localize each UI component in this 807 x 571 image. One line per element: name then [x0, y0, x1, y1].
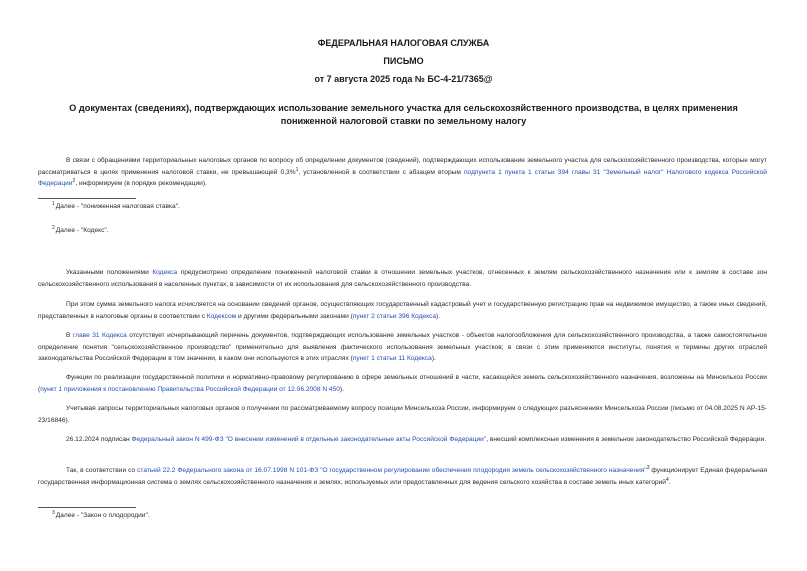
link-resolution-450[interactable]: пункт 1 приложения к постановлению Правительства Российской Федерации от 12.06.2008 N 450	[40, 385, 340, 393]
paragraph-article-22-2	[38, 465, 767, 488]
footnote-text: Далее - "Закон о плодородии".	[55, 512, 150, 519]
paragraph-provisions	[38, 267, 767, 290]
footnote-1	[52, 202, 180, 211]
paragraph-tax-calculation	[38, 299, 767, 322]
link-federal-law-499[interactable]: Федеральный закон N 499-ФЗ "О внесении изменений в отдельные законодательные акты Российской Федерации"	[131, 436, 487, 443]
text: , внесший комплексные изменения в земельное законодательство Российской Федерации.	[486, 436, 767, 443]
text: Так, в соответствии со	[66, 467, 138, 474]
paragraph-clarifications	[38, 403, 767, 426]
paragraph-intro	[38, 155, 767, 190]
link-kodeks[interactable]: Кодексом	[206, 312, 237, 320]
text: Функции по реализации государственной политики и нормативно-правовому регулированию в сфере земельных отношений в части, касающейся земель сельскохозяйственного назначения, возложены на Минсельхоз России (	[38, 374, 767, 393]
footnote-ref-1[interactable]: 1	[295, 166, 299, 173]
text: ).	[339, 385, 344, 393]
text: В связи с обращениями территориальных налоговых органов по вопросу об определении документов (сведений), подтверждающих использование земельного участка для сельскохозяйственного производства, которые могут рассматриваться в целях применения налоговой ставки, не превышающей 0,3%	[38, 157, 767, 176]
footnote-divider	[38, 198, 136, 199]
text: 26.12.2024 подписан	[66, 436, 132, 443]
footnote-ref-2[interactable]: 2	[72, 178, 76, 184]
footnote-2	[52, 226, 109, 235]
text: , установленной в соответствии с абзацем вторым	[298, 168, 464, 176]
footnote-text: Далее - "пониженная налоговая ставка".	[55, 203, 180, 210]
paragraph-chapter-31	[38, 330, 767, 365]
text: Указанными положениями	[66, 269, 153, 276]
text: отсутствует исчерпывающий перечень документов, подтверждающих использование земельных участков - объектов налогообложения для сельскохозяйственного производства, а также самостоятельное определение понятия "сельскохозяйственное производство" применительно для выявления фактического использования земельных участков; в связи с этим применяются институты, понятия и термины других отраслей законодательства Российской Федерации в том значении, в каком они используются в этих отраслях (	[38, 332, 767, 363]
text: ).	[431, 355, 436, 363]
text: Учитывая запросы территориальных налоговых органов о получении по рассматриваемому вопросу позиции Минсельхоза России, информируем о следующих разъяснениях Минсельхоза России (письмо от 04.08.2025 N АР-15-23/16846).	[38, 405, 767, 424]
paragraph-law-499	[38, 434, 767, 446]
link-chapter-31[interactable]: главе 31 Кодекса	[72, 332, 127, 339]
document-title: О документах (сведениях), подтверждающих использование земельного участка для сельскохозяйственного производства, в целях применения пониженной налоговой ставки по земельному налогу	[69, 103, 738, 126]
text: При этом сумма земельного налога исчисляется на основании сведений органов, осуществляющих государственный кадастровый учет и государственную регистрацию прав на недвижимое имущество, а также иных сведений, представленных в налоговые органы в соответствии с	[38, 301, 767, 320]
footnote-ref-3[interactable]: 3	[646, 464, 650, 471]
footnote-number: 3	[52, 509, 55, 516]
paragraph-minselkhoz-functions	[38, 372, 767, 395]
footnote-divider	[38, 507, 136, 508]
text: .	[668, 478, 671, 486]
footnote-text: Далее - "Кодекс".	[55, 227, 109, 234]
link-article-11[interactable]: пункт 1 статьи 11 Кодекса	[352, 355, 432, 363]
link-tax-code-article-394[interactable]: подпункта 1 пункта 1 статьи 394 главы 31 "Земельный налог" Налогового кодекса Российской Федерации	[38, 168, 767, 188]
text: В	[66, 332, 73, 339]
text: функционирует Единая федеральная государственная информационная система о землях сельскохозяйственного назначения и землях, используемых или предоставленных для ведения сельского хозяйства в составе земель иных категорий	[38, 467, 768, 486]
link-federal-law-101[interactable]: статьей 22.2 Федерального закона от 16.07.1998 N 101-ФЗ "О государственном регулировании обеспечения плодородия земель сельскохозяйственного назначения"	[137, 467, 647, 474]
text: и другими федеральными законами (	[236, 312, 353, 320]
text: , информируем (в порядке рекомендации).	[75, 180, 207, 188]
text: ).	[436, 312, 441, 320]
link-article-396[interactable]: пункт 2 статьи 396 Кодекса	[352, 312, 437, 320]
footnote-number: 1	[52, 200, 55, 207]
text: предусмотрено определение пониженной налоговой ставки в отношении земельных участков, отнесенных к землям сельскохозяйственного назначения или к землям в составе зон сельскохозяйственного использования в населенных пунктах, в зависимости от их использования для сельскохозяйственного производства.	[38, 269, 767, 288]
footnote-number: 2	[52, 224, 55, 231]
agency-name: ФЕДЕРАЛЬНАЯ НАЛОГОВАЯ СЛУЖБА	[317, 38, 490, 48]
document-date-number: от 7 августа 2025 года № БС-4-21/7365@	[314, 74, 493, 84]
footnote-ref-4[interactable]: 4	[665, 476, 669, 483]
link-kodeks[interactable]: Кодекса	[152, 269, 178, 276]
footnote-3	[52, 511, 150, 520]
document-type: ПИСЬМО	[383, 56, 424, 66]
